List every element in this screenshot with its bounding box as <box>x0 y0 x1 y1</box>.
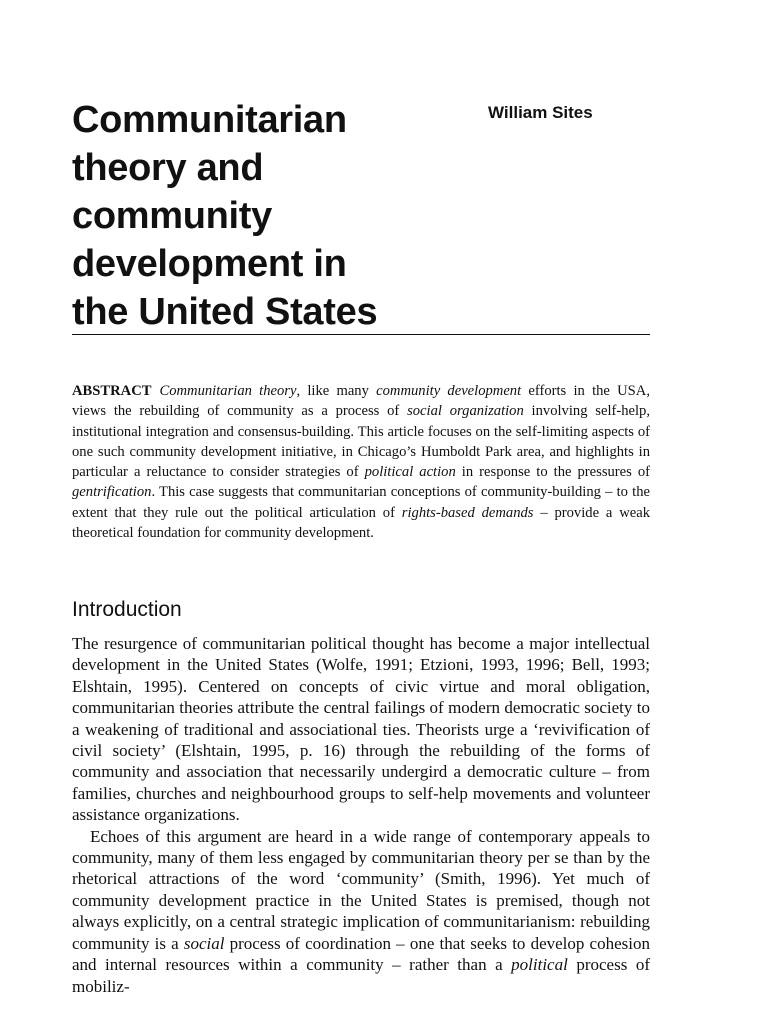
article-title <box>72 96 432 336</box>
abstract-text: , like many <box>296 383 377 399</box>
paragraph-text: The resurgence of communitarian political thought has become a major intellectual development in the United States (Wolfe, 1991; Etzioni, 1993, 1996; Bell, 1993; Elshtain, 1995). Centered on concepts of civic virtue and moral obligation, communitarian theories attribute the central failings of modern democratic society to a weakening of traditional and associational ties. Theorists urge a ‘revivification of civil society’ (Elshtain, 1995, p. 16) through the rebuilding of the forms of community and association that necessarily undergird a democratic culture – from families, churches and neighbourhood groups to self-help movements and volunteer assistance organizations. <box>72 634 650 825</box>
paragraph-text: Echoes of this argument are heard in a wide range of contemporary appeals to community, many of them less engaged by communitarian theory per se than by the rhetorical attractions of the word ‘community’ (Smith, 1996). Yet much of community development practice in the United States is premised, though not always explicitly, on a central strategic implication of communitarianism: rebuilding community is a <box>72 826 650 953</box>
emphasis-text: social <box>183 933 225 953</box>
abstract-text: in response to the pressures of <box>455 464 650 481</box>
abstract-emphasis: rights-based demands <box>401 504 534 521</box>
abstract-text: – provide a weak theoretical foundation for community development. <box>72 504 650 542</box>
abstract-emphasis: political action <box>364 464 456 481</box>
abstract-text: efforts in the USA, views the rebuilding of community as a process of <box>72 383 650 420</box>
paragraph-text: process of mobiliz- <box>72 955 650 996</box>
title-line: development in <box>72 243 347 285</box>
title-line: theory and <box>72 147 264 189</box>
abstract-text: involving self-help, institutional integration and consensus-building. This article focuses on the self-limiting aspects of one such community development initiative, in Chicago’s Humboldt Park area, and highlights in particular a reluctance to consider strategies of <box>72 403 650 481</box>
paragraph <box>72 826 650 997</box>
abstract-emphasis: Communitarian theory <box>159 383 297 399</box>
emphasis-text: political <box>511 955 568 975</box>
abstract-emphasis: gentrification <box>72 484 152 501</box>
title-divider <box>72 334 650 335</box>
abstract-text: . This case suggests that communitarian conceptions of community-building – to the extent that they rule out the political articulation of <box>72 484 650 521</box>
title-line: community <box>72 195 272 237</box>
abstract-emphasis: social organization <box>407 403 524 420</box>
body-text <box>72 633 650 997</box>
title-line: Communitarian <box>72 99 347 141</box>
abstract-label: ABSTRACT <box>72 383 152 399</box>
title-line: the United States <box>72 291 378 333</box>
paragraph <box>72 633 650 826</box>
section-heading: Introduction <box>72 598 182 621</box>
paragraph-text: process of coordination – one that seeks to develop cohesion and internal resources within a community – rather than a <box>72 933 650 975</box>
abstract <box>72 381 650 543</box>
author-name: William Sites <box>488 103 593 122</box>
abstract-emphasis: community development <box>376 383 522 399</box>
